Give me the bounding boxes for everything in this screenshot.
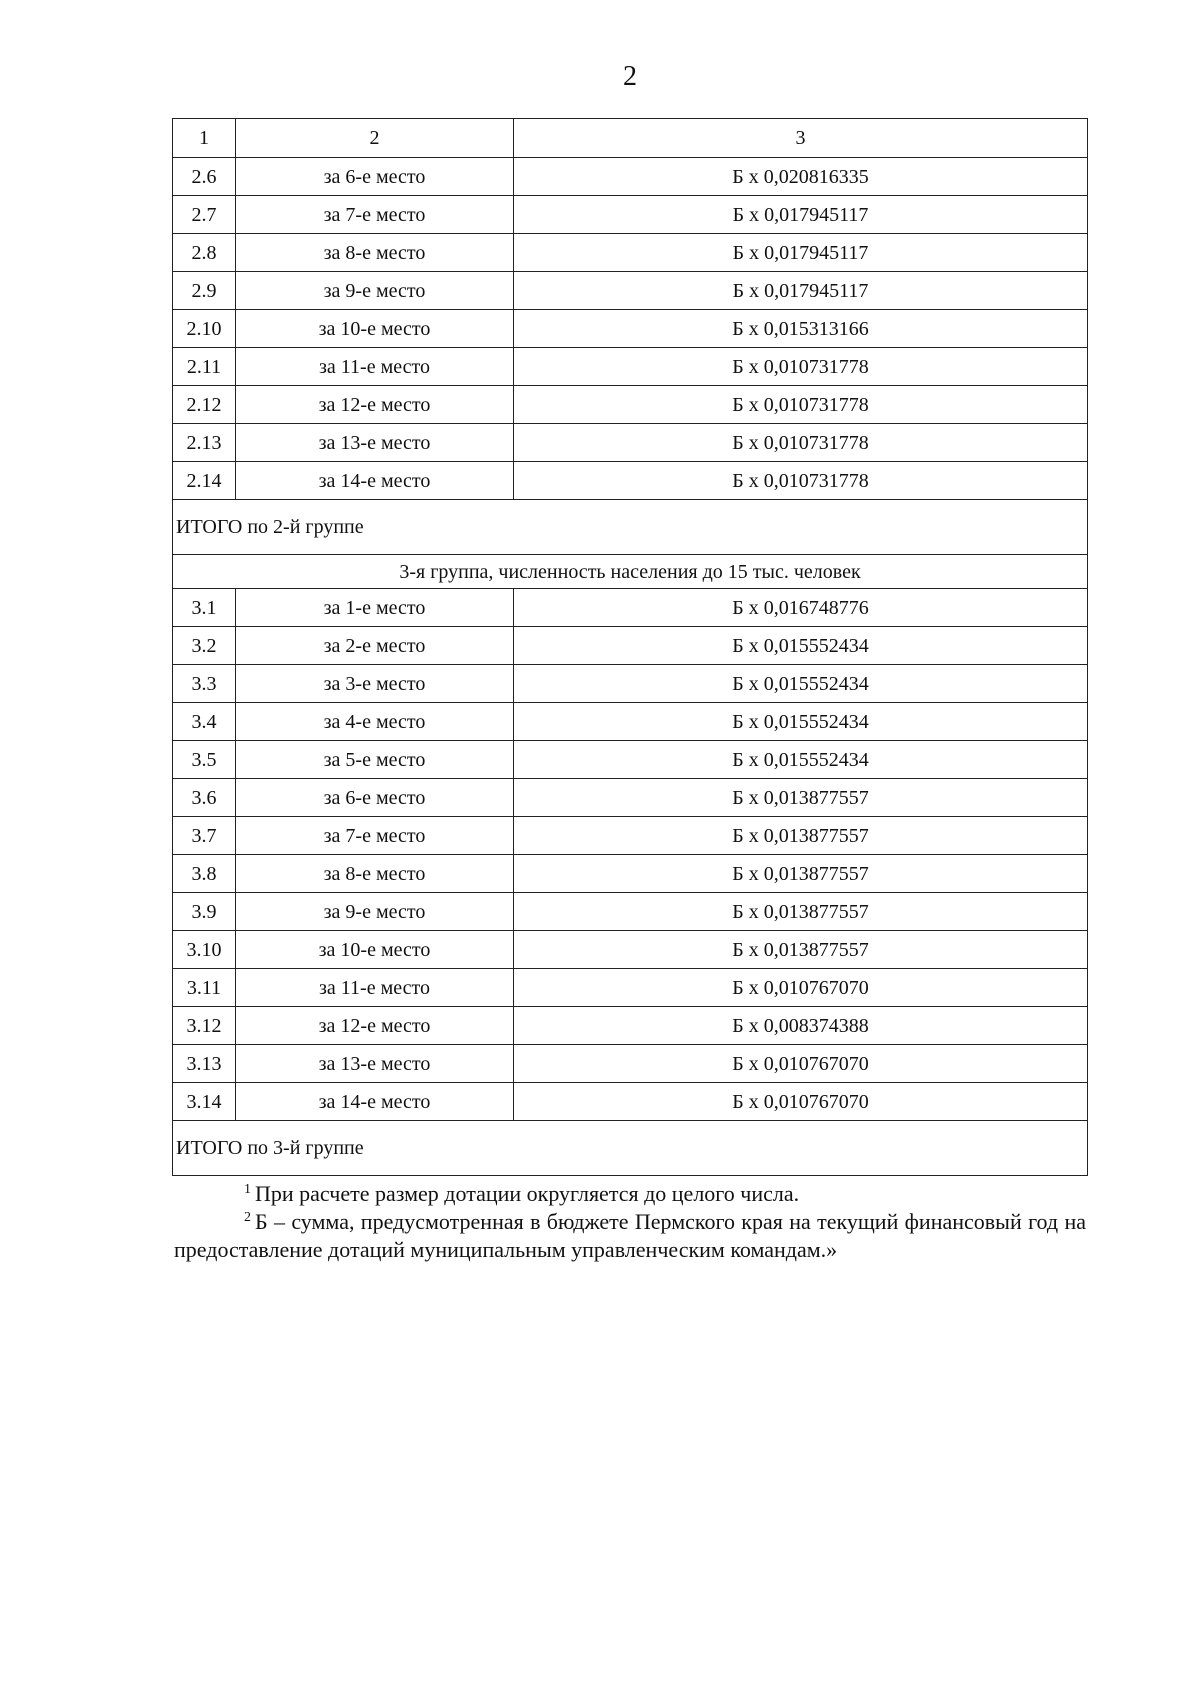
row-number-cell: 2.7	[173, 196, 236, 234]
formula-cell: Б х 0,015552434	[514, 665, 1088, 703]
row-number-cell: 2.10	[173, 310, 236, 348]
table-row	[173, 234, 1088, 272]
formula-cell: Б х 0,015552434	[514, 703, 1088, 741]
row-number-cell: 3.11	[173, 969, 236, 1007]
place-cell: за 3-е место	[236, 665, 514, 703]
place-cell: за 5-е место	[236, 741, 514, 779]
formula-cell: Б х 0,010731778	[514, 348, 1088, 386]
footnote-1	[174, 1180, 1086, 1208]
header-cell-3: 3	[514, 119, 1088, 158]
place-cell: за 6-е место	[236, 779, 514, 817]
place-cell: за 7-е место	[236, 196, 514, 234]
place-cell: за 10-е место	[236, 310, 514, 348]
table-row	[173, 817, 1088, 855]
place-cell: за 7-е место	[236, 817, 514, 855]
row-number-cell: 3.5	[173, 741, 236, 779]
formula-cell: Б х 0,010767070	[514, 1083, 1088, 1121]
place-cell: за 13-е место	[236, 424, 514, 462]
formula-cell: Б х 0,010731778	[514, 386, 1088, 424]
footnote-mark: 2	[244, 1209, 251, 1225]
table-row	[173, 893, 1088, 931]
place-cell: за 1-е место	[236, 589, 514, 627]
place-cell: за 14-е место	[236, 1083, 514, 1121]
formula-cell: Б х 0,015313166	[514, 310, 1088, 348]
dotation-table	[172, 118, 1088, 1176]
row-number-cell: 3.14	[173, 1083, 236, 1121]
place-cell: за 11-е место	[236, 969, 514, 1007]
row-number-cell: 2.14	[173, 462, 236, 500]
place-cell: за 12-е место	[236, 1007, 514, 1045]
table-row	[173, 741, 1088, 779]
formula-cell: Б х 0,013877557	[514, 855, 1088, 893]
table-row	[173, 158, 1088, 196]
table-row	[173, 855, 1088, 893]
footnotes	[174, 1180, 1086, 1264]
row-number-cell: 2.9	[173, 272, 236, 310]
group3-title: 3-я группа, численность населения до 15 тыс. человек	[173, 555, 1088, 589]
place-cell: за 6-е место	[236, 158, 514, 196]
table-row	[173, 310, 1088, 348]
table-row	[173, 1007, 1088, 1045]
row-number-cell: 2.8	[173, 234, 236, 272]
header-cell-1: 1	[173, 119, 236, 158]
formula-cell: Б х 0,020816335	[514, 158, 1088, 196]
table-row	[173, 627, 1088, 665]
place-cell: за 14-е место	[236, 462, 514, 500]
formula-cell: Б х 0,013877557	[514, 893, 1088, 931]
footnote-mark: 1	[244, 1181, 251, 1197]
group2-total: ИТОГО по 2-й группе	[173, 500, 1088, 555]
formula-cell: Б х 0,013877557	[514, 931, 1088, 969]
row-number-cell: 2.12	[173, 386, 236, 424]
footnote-2	[174, 1208, 1086, 1264]
row-number-cell: 3.6	[173, 779, 236, 817]
place-cell: за 10-е место	[236, 931, 514, 969]
table-row	[173, 665, 1088, 703]
row-number-cell: 3.2	[173, 627, 236, 665]
place-cell: за 11-е место	[236, 348, 514, 386]
place-cell: за 13-е место	[236, 1045, 514, 1083]
row-number-cell: 3.13	[173, 1045, 236, 1083]
table-row	[173, 969, 1088, 1007]
header-cell-2: 2	[236, 119, 514, 158]
place-cell: за 8-е место	[236, 234, 514, 272]
group3-title-row	[173, 555, 1088, 589]
table-row	[173, 424, 1088, 462]
formula-cell: Б х 0,010731778	[514, 462, 1088, 500]
footnote-text: При расчете размер дотации округляется до целого числа.	[255, 1181, 800, 1206]
table-row	[173, 779, 1088, 817]
table-row	[173, 386, 1088, 424]
formula-cell: Б х 0,016748776	[514, 589, 1088, 627]
group3-total: ИТОГО по 3-й группе	[173, 1121, 1088, 1176]
formula-cell: Б х 0,017945117	[514, 234, 1088, 272]
row-number-cell: 2.6	[173, 158, 236, 196]
formula-cell: Б х 0,010731778	[514, 424, 1088, 462]
formula-cell: Б х 0,010767070	[514, 1045, 1088, 1083]
formula-cell: Б х 0,017945117	[514, 196, 1088, 234]
footnote-text: Б – сумма, предусмотренная в бюджете Пермского края на текущий финансовый год на предоставление дотаций муниципальным управленческим командам.»	[174, 1209, 1086, 1262]
group2-total-row	[173, 500, 1088, 555]
formula-cell: Б х 0,015552434	[514, 627, 1088, 665]
table-row	[173, 703, 1088, 741]
row-number-cell: 3.10	[173, 931, 236, 969]
table-row	[173, 196, 1088, 234]
place-cell: за 9-е место	[236, 893, 514, 931]
row-number-cell: 2.13	[173, 424, 236, 462]
row-number-cell: 3.1	[173, 589, 236, 627]
group3-total-row	[173, 1121, 1088, 1176]
formula-cell: Б х 0,013877557	[514, 817, 1088, 855]
formula-cell: Б х 0,017945117	[514, 272, 1088, 310]
formula-cell: Б х 0,013877557	[514, 779, 1088, 817]
table-row	[173, 348, 1088, 386]
row-number-cell: 3.9	[173, 893, 236, 931]
table-row	[173, 589, 1088, 627]
row-number-cell: 3.12	[173, 1007, 236, 1045]
formula-cell: Б х 0,008374388	[514, 1007, 1088, 1045]
table-row	[173, 462, 1088, 500]
place-cell: за 2-е место	[236, 627, 514, 665]
table-header-row	[173, 119, 1088, 158]
table-row	[173, 931, 1088, 969]
table-row	[173, 1083, 1088, 1121]
place-cell: за 9-е место	[236, 272, 514, 310]
formula-cell: Б х 0,010767070	[514, 969, 1088, 1007]
table-row	[173, 272, 1088, 310]
place-cell: за 8-е место	[236, 855, 514, 893]
row-number-cell: 2.11	[173, 348, 236, 386]
row-number-cell: 3.3	[173, 665, 236, 703]
place-cell: за 12-е место	[236, 386, 514, 424]
table-row	[173, 1045, 1088, 1083]
place-cell: за 4-е место	[236, 703, 514, 741]
row-number-cell: 3.8	[173, 855, 236, 893]
page-number: 2	[623, 61, 637, 92]
row-number-cell: 3.7	[173, 817, 236, 855]
formula-cell: Б х 0,015552434	[514, 741, 1088, 779]
row-number-cell: 3.4	[173, 703, 236, 741]
